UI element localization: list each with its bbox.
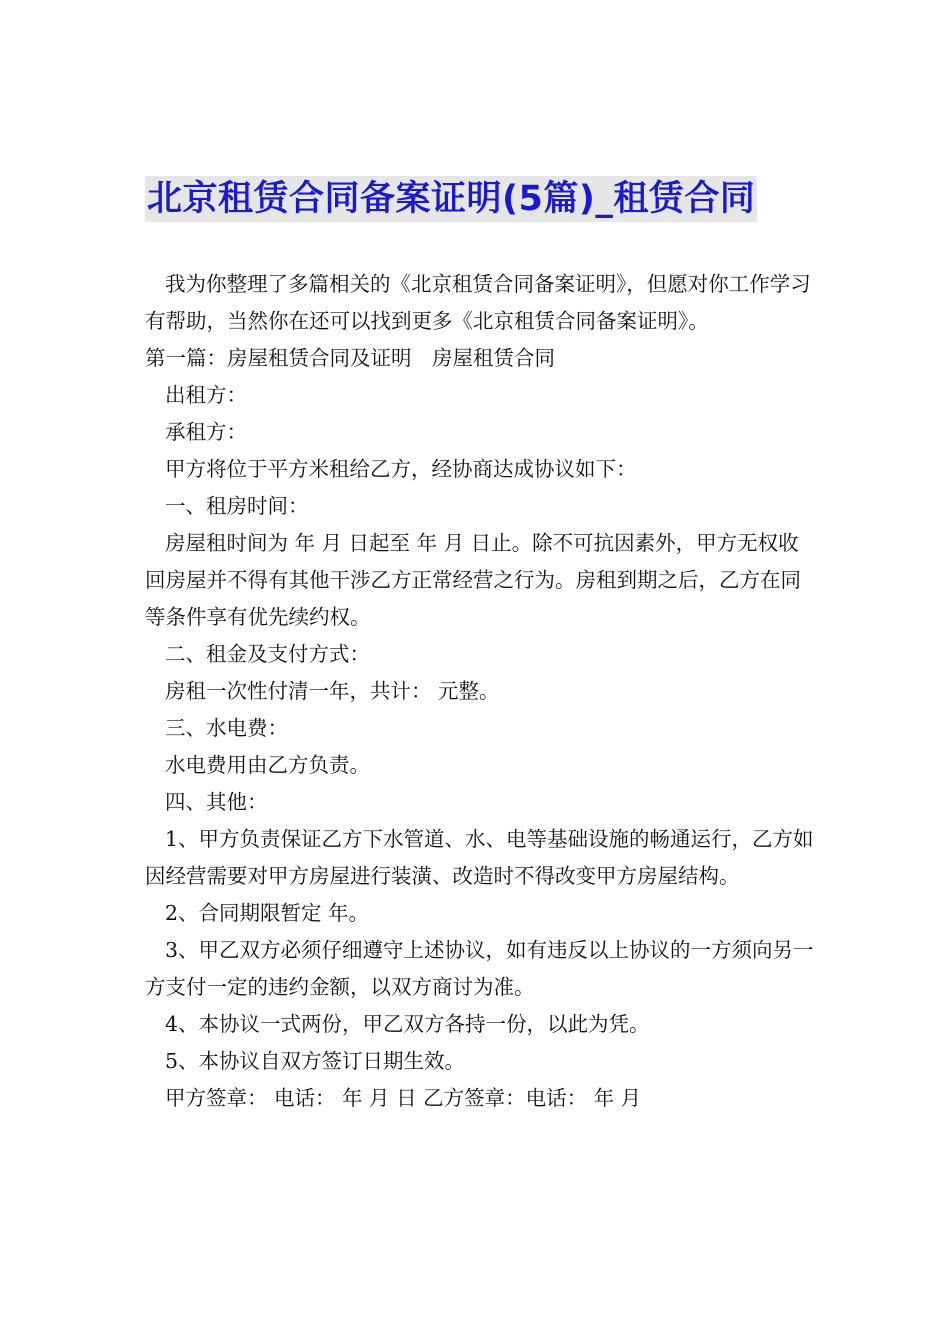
list-item: 3、甲乙双方必须仔细遵守上述协议，如有违反以上协议的一方须向另一方支付一定的违约金额，以双方商讨为准。: [145, 938, 814, 999]
paragraph-agreement: 甲方将位于平方米租给乙方，经协商达成协议如下：: [165, 457, 637, 481]
list-item: 5、本协议自双方签订日期生效。: [165, 1049, 466, 1073]
list-item: 4、本协议一式两份，甲乙双方各持一份，以此为凭。: [165, 1012, 650, 1036]
clause-heading-rent-payment: 二、租金及支付方式：: [165, 642, 370, 666]
title-block: [145, 176, 815, 222]
list-item: 1、甲方负责保证乙方下水管道、水、电等基础设施的畅通运行，乙方如因经营需要对甲方房屋进行装潢、改造时不得改变甲方房屋结构。: [145, 827, 814, 888]
clause-heading-other: 四、其他：: [165, 790, 268, 814]
paragraph-rent-payment: 房租一次性付清一年，共计： 元整。: [165, 679, 500, 703]
paragraph-rental-period: 房屋租时间为 年 月 日起至 年 月 日止。除不可抗因素外，甲方无权收回房屋并不得有其他干涉乙方正常经营之行为。房租到期之后，乙方在同等条件享有优先续约权。: [145, 531, 801, 629]
clause-heading-utilities: 三、水电费：: [165, 716, 288, 740]
clause-heading-rental-period: 一、租房时间：: [165, 494, 309, 518]
paragraph-lessee: 承租方：: [165, 420, 247, 444]
paragraph-intro: 我为你整理了多篇相关的《北京租赁合同备案证明》，但愿对你工作学习有帮助，当然你在还可以找到更多《北京租赁合同备案证明》。: [145, 272, 811, 333]
paragraph-utilities: 水电费用由乙方负责。: [165, 753, 370, 777]
paragraph-lessor: 出租方：: [165, 383, 247, 407]
list-item: 2、合同期限暂定 年。: [165, 901, 370, 925]
document-body: [145, 266, 815, 1117]
document-title: 北京租赁合同备案证明(5篇)_租赁合同: [145, 176, 757, 222]
section-heading-first: 第一篇：房屋租赁合同及证明 房屋租赁合同: [145, 346, 555, 370]
signature-line: 甲方签章： 电话： 年 月 日 乙方签章：电话： 年 月: [165, 1086, 642, 1110]
